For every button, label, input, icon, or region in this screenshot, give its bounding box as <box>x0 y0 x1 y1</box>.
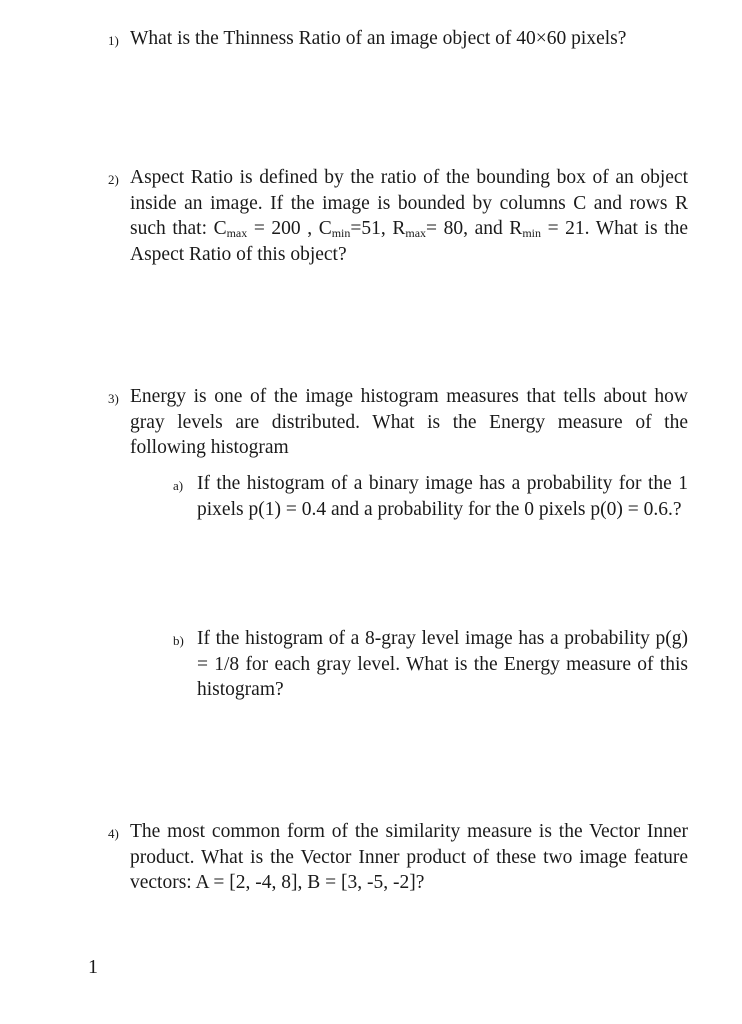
question-number: 3) <box>108 391 119 406</box>
question-text: What is the Thinness Ratio of an image object of 40×60 pixels? <box>130 28 627 49</box>
question-3 <box>108 384 688 461</box>
question-2 <box>108 165 688 267</box>
question-number: 1) <box>108 33 119 48</box>
question-text: The most common form of the similarity measure is the Vector Inner product. What is the Vector Inner product of these two image feature vectors: A = [2, -4, 8], B = [3, -5, -2]? <box>130 821 688 893</box>
question-1 <box>108 26 688 52</box>
question-number: 4) <box>108 826 119 841</box>
part-text: If the histogram of a binary image has a probability for the 1 pixels p(1) = 0.4 and a probability for the 0 pixels p(0) = 0.6.? <box>197 473 688 520</box>
question-text: Energy is one of the image histogram measures that tells about how gray levels are distributed. What is the Energy measure of the following histogram <box>130 386 688 458</box>
question-4 <box>108 819 688 896</box>
part-label: b) <box>173 633 184 648</box>
question-text: Aspect Ratio is defined by the ratio of the bounding box of an object inside an image. If the image is bounded by columns C and rows R such that: $C_{max} = 200$ , $C_{min}=51$, $R_{max}= 80$, and $R_{min} = 21$. What is the Aspect Ratio of this object? <box>130 167 688 265</box>
page-number: 1 <box>88 956 98 978</box>
part-label: a) <box>173 478 184 493</box>
part-text: If the histogram of a 8-gray level image has a probability p(g) = 1/8 for each gray level. What is the Energy measure of this histogram? <box>197 628 688 700</box>
question-3-part-a <box>173 471 688 522</box>
question-number: 2) <box>108 172 119 187</box>
question-3-part-b <box>173 626 688 703</box>
